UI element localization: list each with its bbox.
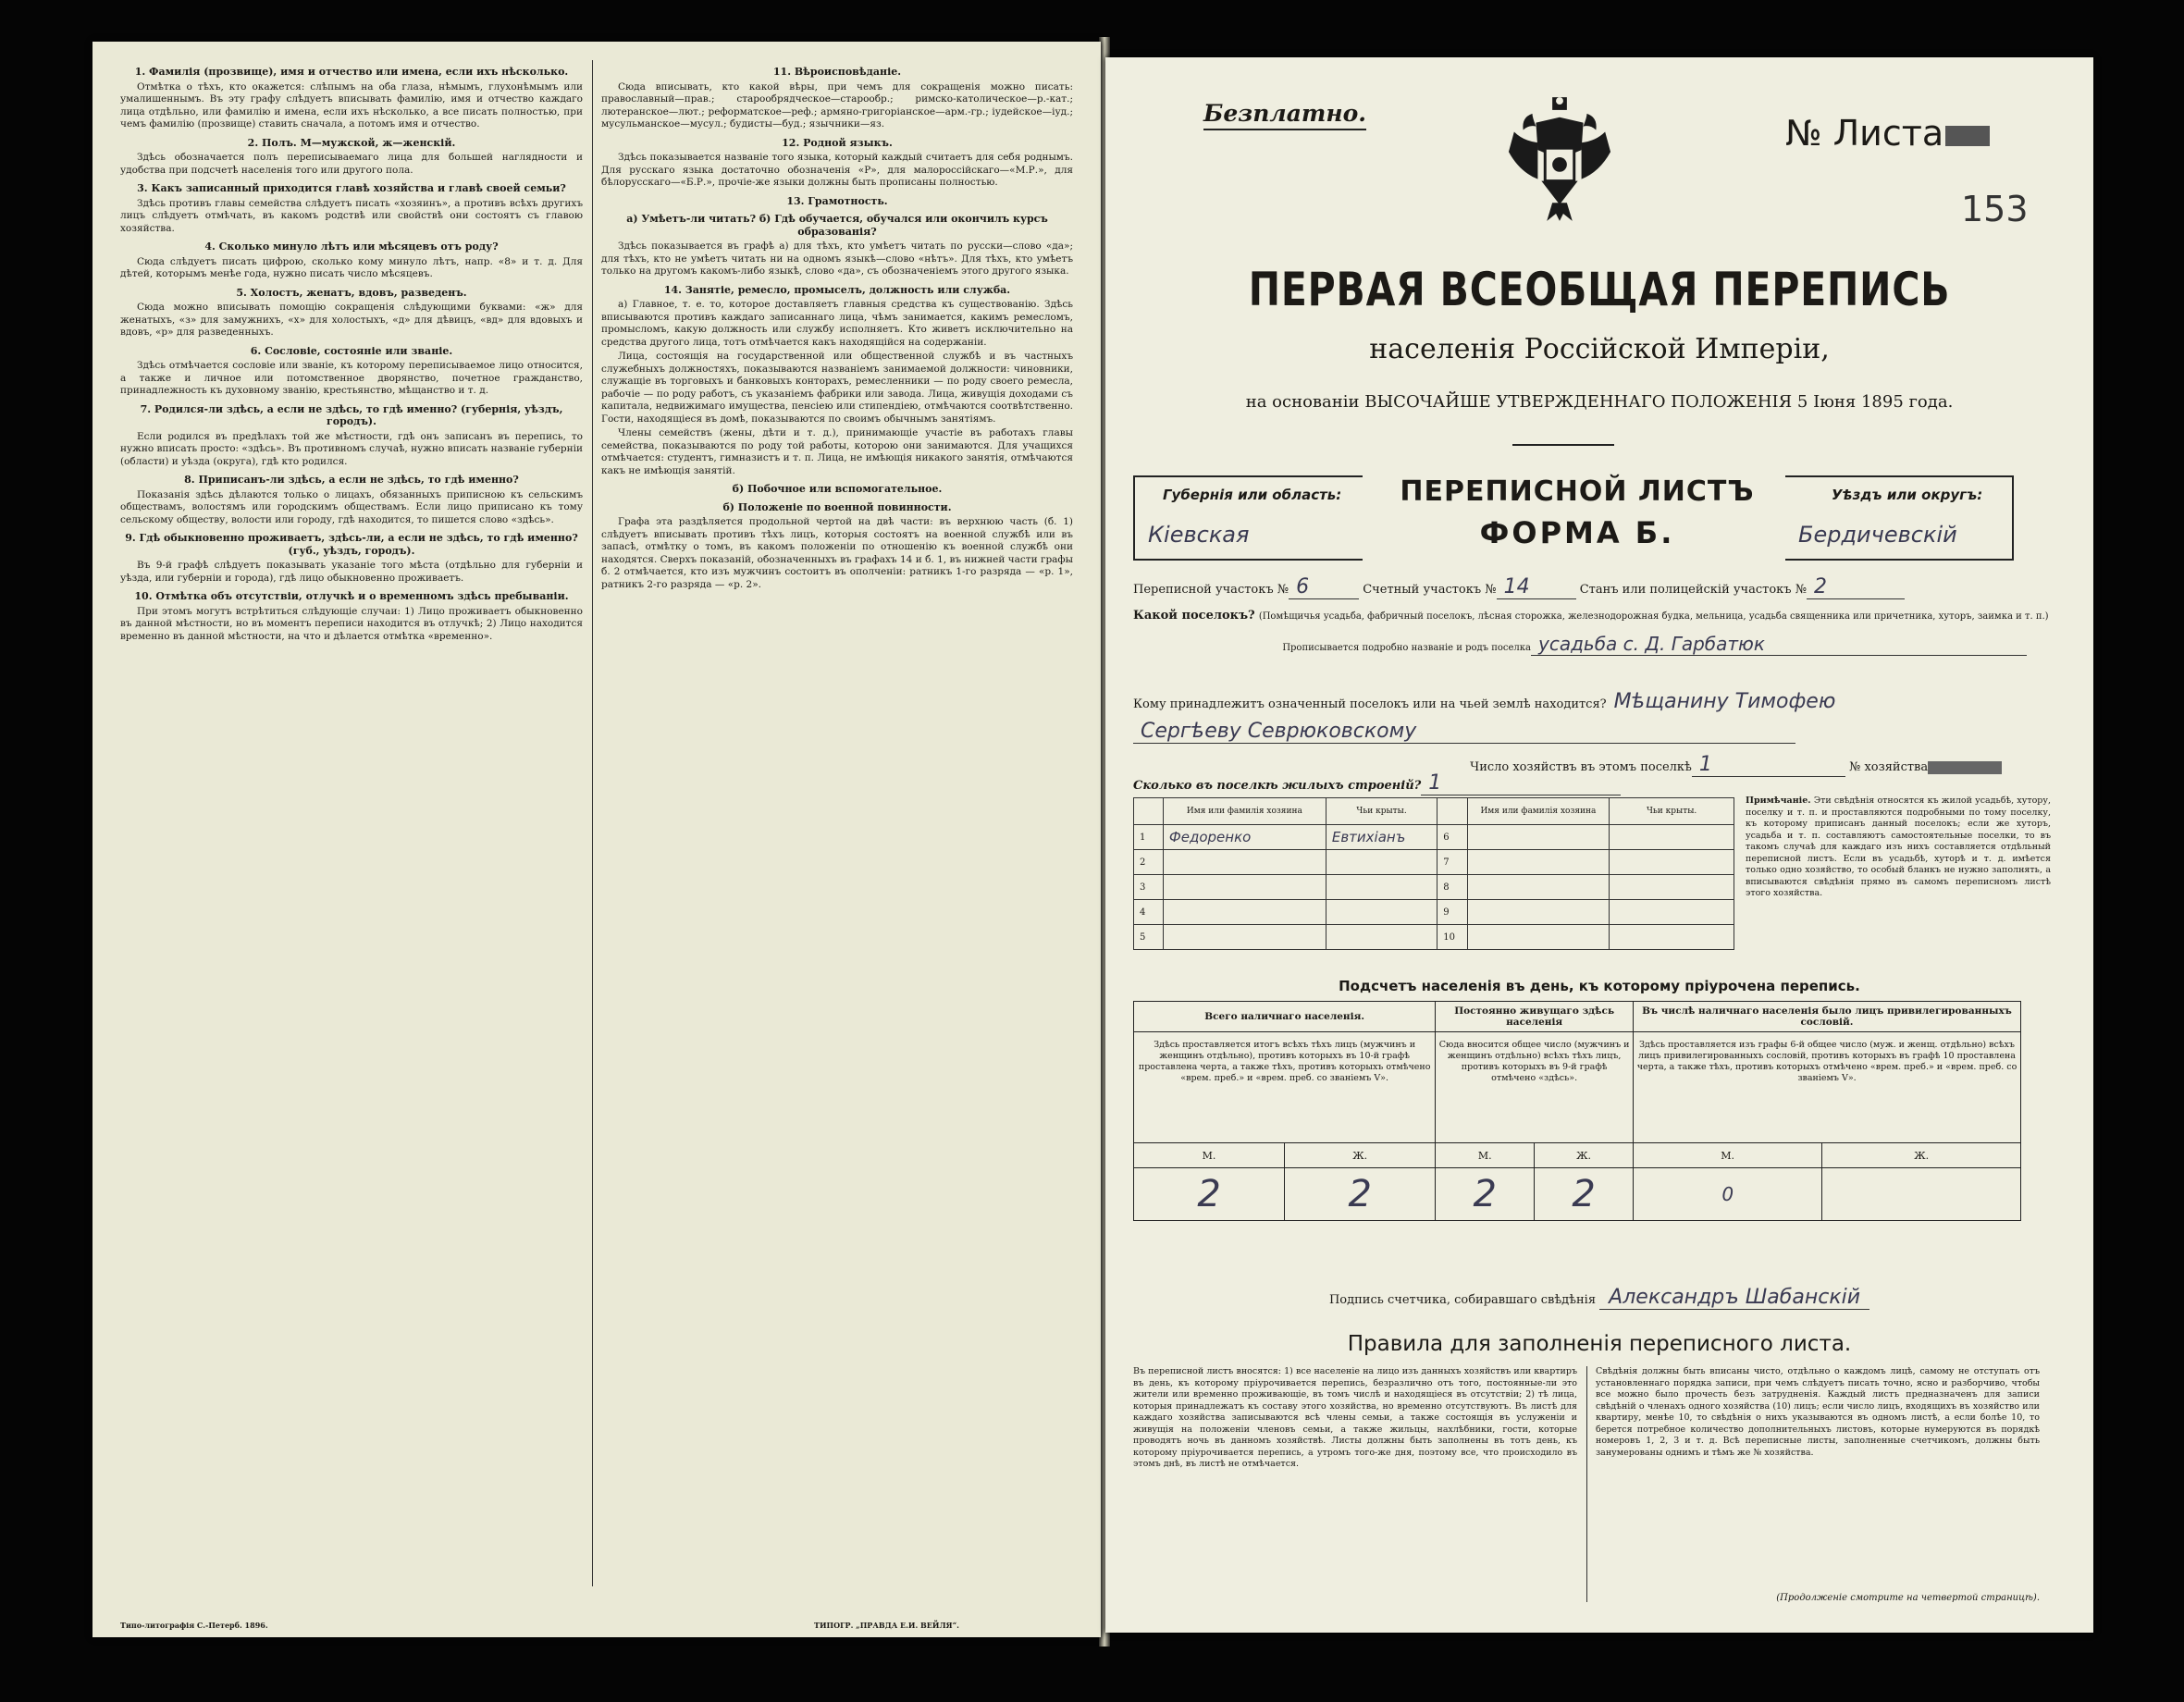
settlement-hint: (Помѣщичья усадьба, фабричный поселокъ, лѣсная сторожка, железнодорожная будка, мельница, усадьба священника или причетника, хуторъ, заимка и т. п.) (1258, 611, 2049, 622)
instruction-heading: 12. Родной языкъ. (782, 136, 893, 149)
table-cell (1467, 875, 1610, 900)
province-label: Губернія или область: (1163, 487, 1342, 503)
column-description: Здѣсь проставляется итогъ всѣхъ тѣхъ лицъ (мужчинъ и женщинъ отдѣльно), противъ которыхъ въ 10-й графѣ проставлена черта, а также тѣхъ, противъ которыхъ отмѣчено «врем. преб.» и «врем. преб. со званіемъ V». (1134, 1032, 1436, 1143)
instruction-heading: 3. Какъ записанный приходится главѣ хозяйства и главѣ своей семьи? (137, 182, 566, 194)
instruction-heading: 2. Полъ. М—мужской, ж—женскій. (247, 136, 456, 149)
note-block (1746, 796, 2051, 900)
column-description: Здѣсь проставляется изъ графы 6-й общее число (муж. и женщ. отдѣльно) всѣхъ лицъ привилегированныхъ сословій, противъ которыхъ въ графѣ 10 проставлена черта, а также тѣхъ, противъ которыхъ отмѣчено «врем. преб.» и «врем. преб. со званіемъ V». (1634, 1032, 2021, 1143)
title-divider (1512, 444, 1614, 446)
instructions-column-left (120, 60, 583, 645)
instruction-text: Сюда слѣдуетъ писать цифрою, сколько кому минуло лѣтъ, напр. «8» и т. д. Для дѣтей, которымъ менѣе года, нужно писать число мѣсяцевъ. (120, 255, 583, 279)
redaction-mark (1945, 126, 1990, 146)
table-row (1134, 875, 1734, 900)
count-value: 0 (1634, 1168, 1822, 1221)
table-cell (1467, 850, 1610, 875)
counting-district-value: 14 (1497, 575, 1576, 599)
owner-label: Кому принадлежитъ означенный поселокъ или на чьей землѣ находится? (1133, 697, 1607, 711)
table-cell (1610, 900, 1734, 925)
owner-line-2 (1133, 720, 2049, 744)
free-label: Безплатно. (1203, 100, 1366, 130)
instruction-text: Здѣсь обозначается полъ переписываемаго лица для большей наглядности и удобства при подсчетѣ населенія того или другого пола. (120, 152, 583, 176)
instruction-text: Отмѣтка о тѣхъ, кто окажется: слѣпымъ на оба глаза, нѣмымъ, глухонѣмымъ или умалишеннымъ. Въ эту графу слѣдуетъ вписывать фамилію, имя и отчество каждаго лица отдѣльно, или фамилію и имена, если ихъ нѣсколько, а все писать полностью, при чемъ фамилію (прозвище) ставить сначала, а потомъ имя и отчество. (120, 80, 583, 130)
instruction-heading: 13. Грамотность. (786, 194, 888, 207)
instruction-text: Здѣсь показывается названіе того языка, который каждый считаетъ для себя роднымъ. Для русскаго языка достаточно обозначенія «Р», для малороссійскаго—«М.Р.», для бѣлорусскаго—«Б.Р.», прочіе-же языки должны быть прописаны полностью. (601, 152, 1073, 188)
instruction-text: Лица, состоящія на государственной или общественной службѣ и въ частныхъ служебныхъ должностяхъ, показываются названіемъ занимаемой должности: чиновники, служащіе въ торговыхъ и банковыхъ конторахъ, ремесленники — по роду своего ремесла, рабочіе — по роду работъ, съ указаніемъ фабрики или завода. Лица, живущія доходами съ капитала, недвижимаго имущества, пенсіею или стипендіею, отмѣчаются соотвѣтственно. Гости, находящіеся въ домѣ, показываются по своимъ обычнымъ занятіямъ. (601, 351, 1073, 425)
instruction-heading: 7. Родился-ли здѣсь, а если не здѣсь, то гдѣ именно? (губернія, уѣздъ, городъ). (140, 402, 563, 427)
instruction-heading: 9. Гдѣ обыкновенно проживаетъ, здѣсь-ли, а если не здѣсь, то гдѣ именно? (губ., уѣздъ, городъ). (125, 532, 578, 557)
table-header: Имя или фамилія хозяина (1467, 798, 1610, 825)
table-cell: 4 (1134, 900, 1164, 925)
signature-label: Подпись счетчика, собиравшаго свѣдѣнія (1328, 1293, 1597, 1307)
note-text: Эти свѣдѣнія относятся къ жилой усадьбѣ, хутору, поселку и т. п. и проставляются подробными по тому поселку, къ которому приписанъ данный поселокъ; если же хуторъ, усадьба и т. п. составляютъ самостоятельные поселки, то въ такомъ случаѣ для каждаго изъ нихъ составляется отдѣльный переписной листъ. Если въ усадьбѣ, хуторѣ и т. д. имѣется только одно хозяйство, то особый бланкъ не нужно заполнять, а вписываются свѣдѣнія прямо въ самомъ переписномъ листѣ этого хозяйства. (1746, 796, 2051, 898)
rules-column-right: Свѣдѣнія должны быть вписаны чисто, отдѣльно о каждомъ лицѣ, самому не отступать отъ установленнаго порядка записи, при чемъ слѣдуетъ писать точно, ясно и разборчиво, чтобы все можно было прочесть безъ затрудненія. Каждый листъ предназначенъ для записи свѣдѣній о членахъ одного хозяйства (10) лицъ; если число лицъ, входящихъ въ хозяйство или квартиру, менѣе 10, то свѣдѣнія о нихъ указываются въ одномъ листѣ, а если болѣе 10, то берется потребное количество дополнительныхъ листовъ, которые нумеруются въ порядкѣ номеровъ 1, 2, 3 и т. д. Всѣ переписные листы, заполненные счетчикомъ, должны быть занумерованы однимъ и тѣмъ же № хозяйства. (1596, 1366, 2040, 1458)
sheet-form: ФОРМА Б. (1479, 515, 1675, 550)
population-count-title: Подсчетъ населенія въ день, къ которому пріурочена перепись. (1339, 978, 1860, 994)
instruction-heading: 11. Вѣроисповѣданіе. (772, 66, 902, 78)
table-cell (1467, 825, 1610, 850)
instruction-text: Члены семействъ (жены, дѣти и т. д.), принимающіе участіе въ работахъ главы семейства, показываются по роду той работы, которою они занимаются. Для учащихся отмѣчается: студентъ, гимназистъ и т. п. Лица, не имѣющія никакого занятія, отмѣчаются какъ не имѣющія занятій. (601, 427, 1073, 476)
sheet-number (1785, 113, 1990, 154)
table-cell (1610, 850, 1734, 875)
instruction-heading: 14. Занятіе, ремесло, промыселъ, должность или служба. (663, 283, 1011, 296)
instruction-text: Здѣсь противъ главы семейства слѣдуетъ писать «хозяинъ», а противъ всѣхъ другихъ лицъ слѣдуетъ отмѣчать, въ какомъ родствѣ или свойствѣ они состоятъ съ главою хозяйства. (120, 197, 583, 234)
population-count-table (1133, 1001, 2021, 1221)
stan-value: 2 (1807, 575, 1905, 599)
census-title: ПЕРВАЯ ВСЕОБЩАЯ ПЕРЕПИСЬ (1248, 263, 1951, 316)
printer-footer-left: Типо-литографія С.-Петерб. 1896. (120, 1621, 268, 1630)
table-row (1134, 850, 1734, 875)
uezd-field (1785, 475, 2014, 561)
table-cell (1326, 925, 1437, 950)
sex-label: Ж. (1822, 1143, 2021, 1168)
province-value: Кіевская (1148, 522, 1250, 548)
count-value: 2 (1285, 1168, 1436, 1221)
instruction-heading: 10. Отмѣтка объ отсутствіи, отлучкѣ и о временномъ здѣсь пребываніи. (134, 590, 569, 602)
left-page-instructions (93, 42, 1101, 1637)
instruction-heading: 1. Фамилія (прозвище), имя и отчество или имена, если ихъ нѣсколько. (134, 66, 569, 78)
counting-district-label: Счетный участокъ № (1363, 583, 1497, 597)
rules-title: Правила для заполненія переписного листа. (1347, 1332, 1852, 1356)
census-legal-basis: на основаніи ВЫСОЧАЙШЕ УТВЕРЖДЕННАГО ПОЛОЖЕНІЯ 5 Іюня 1895 года. (1245, 392, 1954, 412)
census-district-label: Переписной участокъ № (1133, 583, 1289, 597)
instruction-text: Сюда можно вписывать помощію сокращенія слѣдующими буквами: «ж» для женатыхъ, «з» для замужнихъ, «х» для холостыхъ, «д» для дѣвицъ, «вд» для вдовыхъ и вдовъ, «р» для разведенныхъ. (120, 302, 583, 338)
double-headed-eagle-emblem (1505, 94, 1614, 224)
table-header: Постоянно живущаго здѣсь населенія (1436, 1002, 1634, 1032)
column-divider (1586, 1366, 1587, 1602)
stan-label: Станъ или полицейскій участокъ № (1579, 583, 1808, 597)
table-row (1134, 825, 1734, 850)
count-value: 2 (1134, 1168, 1285, 1221)
table-cell (1326, 875, 1437, 900)
instruction-text: Въ 9-й графѣ слѣдуетъ показывать указаніе того мѣста (отдѣльно для губерніи и уѣзда, или губерніи и города), гдѣ лицо обыкновенно проживаетъ. (120, 560, 583, 584)
handwritten-sheet-number: 153 (1961, 189, 2029, 229)
table-header: Имя или фамилія хозяина (1163, 798, 1326, 825)
table-cell (1163, 850, 1326, 875)
continuation-note: (Продолженіе смотрите на четвертой страницѣ). (1776, 1593, 2040, 1603)
table-cell (1610, 825, 1734, 850)
table-cell: 7 (1437, 850, 1467, 875)
owner-value-1: Мѣщанину Тимофею (1613, 690, 1836, 713)
sex-label: М. (1634, 1143, 1822, 1168)
column-divider (592, 60, 593, 1586)
table-cell (1467, 925, 1610, 950)
table-cell (1326, 900, 1437, 925)
households-value: 1 (1692, 753, 1845, 777)
instruction-heading: а) Умѣетъ-ли читать? б) Гдѣ обучается, обучался или окончилъ курсъ образованія? (626, 213, 1048, 238)
table-header: Всего наличнаго населенія. (1134, 1002, 1436, 1032)
sex-label: М. (1134, 1143, 1285, 1168)
buildings-line (1133, 771, 2049, 796)
table-cell: 3 (1134, 875, 1164, 900)
count-value: 2 (1535, 1168, 1634, 1221)
table-header: Чьи крыты. (1326, 798, 1437, 825)
rules-column-left: Въ переписной листъ вносятся: 1) все населеніе на лицо изъ данныхъ хозяйствъ или квартиръ въ день, къ которому пріурочивается перепись, безразлично отъ того, постоянные-ли это жители или временно проживающіе, въ томъ числѣ и находящіеся въ отсутствіи; 2) тѣ лица, которыя принадлежатъ къ составу этого хозяйства, но временно отсутствуютъ. Въ листѣ для каждаго хозяйства записываются всѣ члены семьи, а также состоящія въ услуженіи и живущія на положеніи членовъ семьи, а также жильцы, нахлѣбники, гости, которые проводятъ ночь въ данномъ хозяйствѣ. Листы должны быть заполнены въ тотъ день, къ которому пріурочивается перепись, а утромъ того-же дня, поэтому все, что происходило въ этомъ днѣ, въ листѣ не отмѣчается. (1133, 1366, 1577, 1469)
buildings-table (1133, 797, 1734, 950)
count-value (1822, 1168, 2021, 1221)
table-cell (1326, 850, 1437, 875)
signature-line (1105, 1286, 2093, 1310)
uezd-value: Бердичевскій (1798, 522, 1957, 548)
table-cell: Федоренко (1163, 825, 1326, 850)
instruction-text: а) Главное, т. е. то, которое доставляетъ главныя средства къ существованію. Здѣсь вписываются противъ каждаго записаннаго лица, чѣмъ занимается, какимъ ремесломъ, промысломъ, какую должность или службу исполняетъ. Кто живетъ исключительно на средства другого лица, тотъ отмѣчается какъ находящійся на содержаніи. (601, 299, 1073, 348)
sex-label: Ж. (1285, 1143, 1436, 1168)
instruction-text: Сюда вписывать, кто какой вѣры, при чемъ для сокращенія можно писать: православный—прав.; старообрядческое—старообр.; римско-католическое—р.-кат.; лютеранское—лют.; реформатское—реф.; армяно-григоріанское—арм.-гр.; іудейское—іуд.; мусульманское—мусул.; будисты—буд.; язычники—яз. (601, 80, 1073, 130)
table-cell: Евтихіанъ (1326, 825, 1437, 850)
settlement-value-line (1133, 633, 2049, 656)
table-cell (1163, 925, 1326, 950)
table-cell: 5 (1134, 925, 1164, 950)
table-cell (1163, 875, 1326, 900)
form-title (1383, 475, 1771, 550)
buildings-value: 1 (1421, 771, 1621, 796)
uezd-label: Уѣздъ или округъ: (1832, 487, 1983, 503)
owner-value-2: Сергѣеву Севрюковскому (1133, 720, 1795, 744)
census-district-value: 6 (1289, 575, 1359, 599)
instruction-heading: 4. Сколько минуло лѣтъ или мѣсяцевъ отъ роду? (204, 240, 499, 253)
table-header: Въ числѣ наличнаго населенія было лицъ привилегированныхъ сословій. (1634, 1002, 2021, 1032)
instructions-column-right (601, 60, 1073, 593)
column-description: Сюда вносится общее число (мужчинъ и женщинъ отдѣльно) всѣхъ тѣхъ лицъ, противъ которыхъ въ 9-й графѣ отмѣчено «здѣсь». (1436, 1032, 1634, 1143)
table-cell: 1 (1134, 825, 1164, 850)
table-cell: 2 (1134, 850, 1164, 875)
table-cell (1610, 925, 1734, 950)
sheet-number-label: № Листа (1785, 113, 1944, 154)
settlement-hint-2: Прописывается подробно названіе и родъ поселка (1282, 643, 1531, 653)
sex-label: М. (1436, 1143, 1535, 1168)
settlement-label: Какой поселокъ? (1133, 609, 1255, 623)
household-number-label: № хозяйства (1849, 760, 1929, 774)
instruction-text: Здѣсь показывается въ графѣ а) для тѣхъ, кто умѣетъ читать по русски—слово «да»; для тѣхъ, кто не умѣетъ читать ни на одномъ языкѣ—слово «нѣтъ». Для тѣхъ, кто умѣетъ только на другомъ какомъ-либо языкѣ, слово «да», съ обозначеніемъ этого другого языка. (601, 240, 1073, 277)
table-cell (1467, 900, 1610, 925)
instruction-heading: 6. Сословіе, состояніе или званіе. (250, 344, 453, 357)
instruction-text: Здѣсь отмѣчается сословіе или званіе, къ которому переписываемое лицо относится, а также и личное или потомственное дворянство, почетное гражданство, принадлежность къ духовному званію, крестьянство, мѣщанство и т. д. (120, 360, 583, 396)
table-cell (1610, 875, 1734, 900)
sheet-title: ПЕРЕПИСНОЙ ЛИСТЪ (1400, 475, 1755, 508)
instruction-heading: 5. Холостъ, женатъ, вдовъ, разведенъ. (236, 286, 467, 299)
settlement-line (1133, 609, 2049, 623)
district-line (1133, 575, 2049, 599)
table-cell: 9 (1437, 900, 1467, 925)
count-value: 2 (1436, 1168, 1535, 1221)
province-field (1133, 475, 1363, 561)
table-cell: 10 (1437, 925, 1467, 950)
instruction-text: Если родился въ предѣлахъ той же мѣстности, гдѣ онъ записанъ въ перепись, то нужно вписать просто: «здѣсь». Въ противномъ случаѣ, нужно вписать названіе губерніи (области) и уѣзда (округа), гдѣ кто родился. (120, 430, 583, 467)
settlement-value: усадьба с. Д. Гарбатюк (1531, 633, 2027, 656)
instruction-heading: б) Побочное или вспомогательное. (732, 483, 943, 495)
right-page-census-form (1105, 57, 2093, 1633)
census-subtitle: населенія Россійской Имперіи, (1369, 333, 1830, 365)
table-cell: 8 (1437, 875, 1467, 900)
table-cell (1163, 900, 1326, 925)
note-title: Примѣчаніе. (1746, 796, 1811, 806)
table-header: Чьи крыты. (1610, 798, 1734, 825)
sex-label: Ж. (1535, 1143, 1634, 1168)
instruction-text: При этомъ могутъ встрѣтиться слѣдующіе случаи: 1) Лицо проживаетъ обыкновенно въ данной мѣстности, но въ моментъ переписи находится въ отлучкѣ; 2) Лицо находится временно въ данной мѣстности, на что и дѣлается отмѣтка «временно». (120, 605, 583, 642)
signature-value: Александръ Шабанскій (1599, 1286, 1869, 1310)
instruction-text: Графа эта раздѣляется продольной чертой на двѣ части: въ верхнюю часть (б. 1) слѣдуетъ вписывать противъ тѣхъ лицъ, которыя состоятъ на военной службѣ или въ запасѣ, отмѣтку о томъ, въ какомъ положеніи по отношенію къ военной службѣ они находятся. Сверхъ показаній, обозначенныхъ въ графахъ 14 и б. 1, въ нижней части графы б. 2 отмѣчается, кто изъ мужчинъ состоитъ въ ополченіи: ратникъ 1-го разряда — «р. 1», ратникъ 2-го разряда — «р. 2». (601, 516, 1073, 590)
instruction-heading: 8. Приписанъ-ли здѣсь, а если не здѣсь, то гдѣ именно? (184, 474, 519, 486)
table-row (1134, 900, 1734, 925)
table-row (1134, 925, 1734, 950)
instruction-text: Показанія здѣсь дѣлаются только о лицахъ, обязанныхъ приписною къ сельскимъ обществамъ, волостямъ или городскимъ обществамъ. Если лицо приписано къ тому сельскому обществу, волости или городу, гдѣ находится, то пишется слово «здѣсь». (120, 488, 583, 525)
table-cell: 6 (1437, 825, 1467, 850)
owner-line (1133, 690, 2049, 713)
buildings-label: Сколько въ поселкѣ жилыхъ строеній? (1133, 779, 1422, 793)
printer-footer-right: ТИПОГР. „ПРАВДА Е.И. ВЕЙЛЯ“. (814, 1621, 959, 1630)
households-label: Число хозяйствъ въ этомъ поселкѣ (1470, 760, 1692, 774)
instruction-heading: б) Положеніе по военной повинности. (722, 500, 952, 513)
